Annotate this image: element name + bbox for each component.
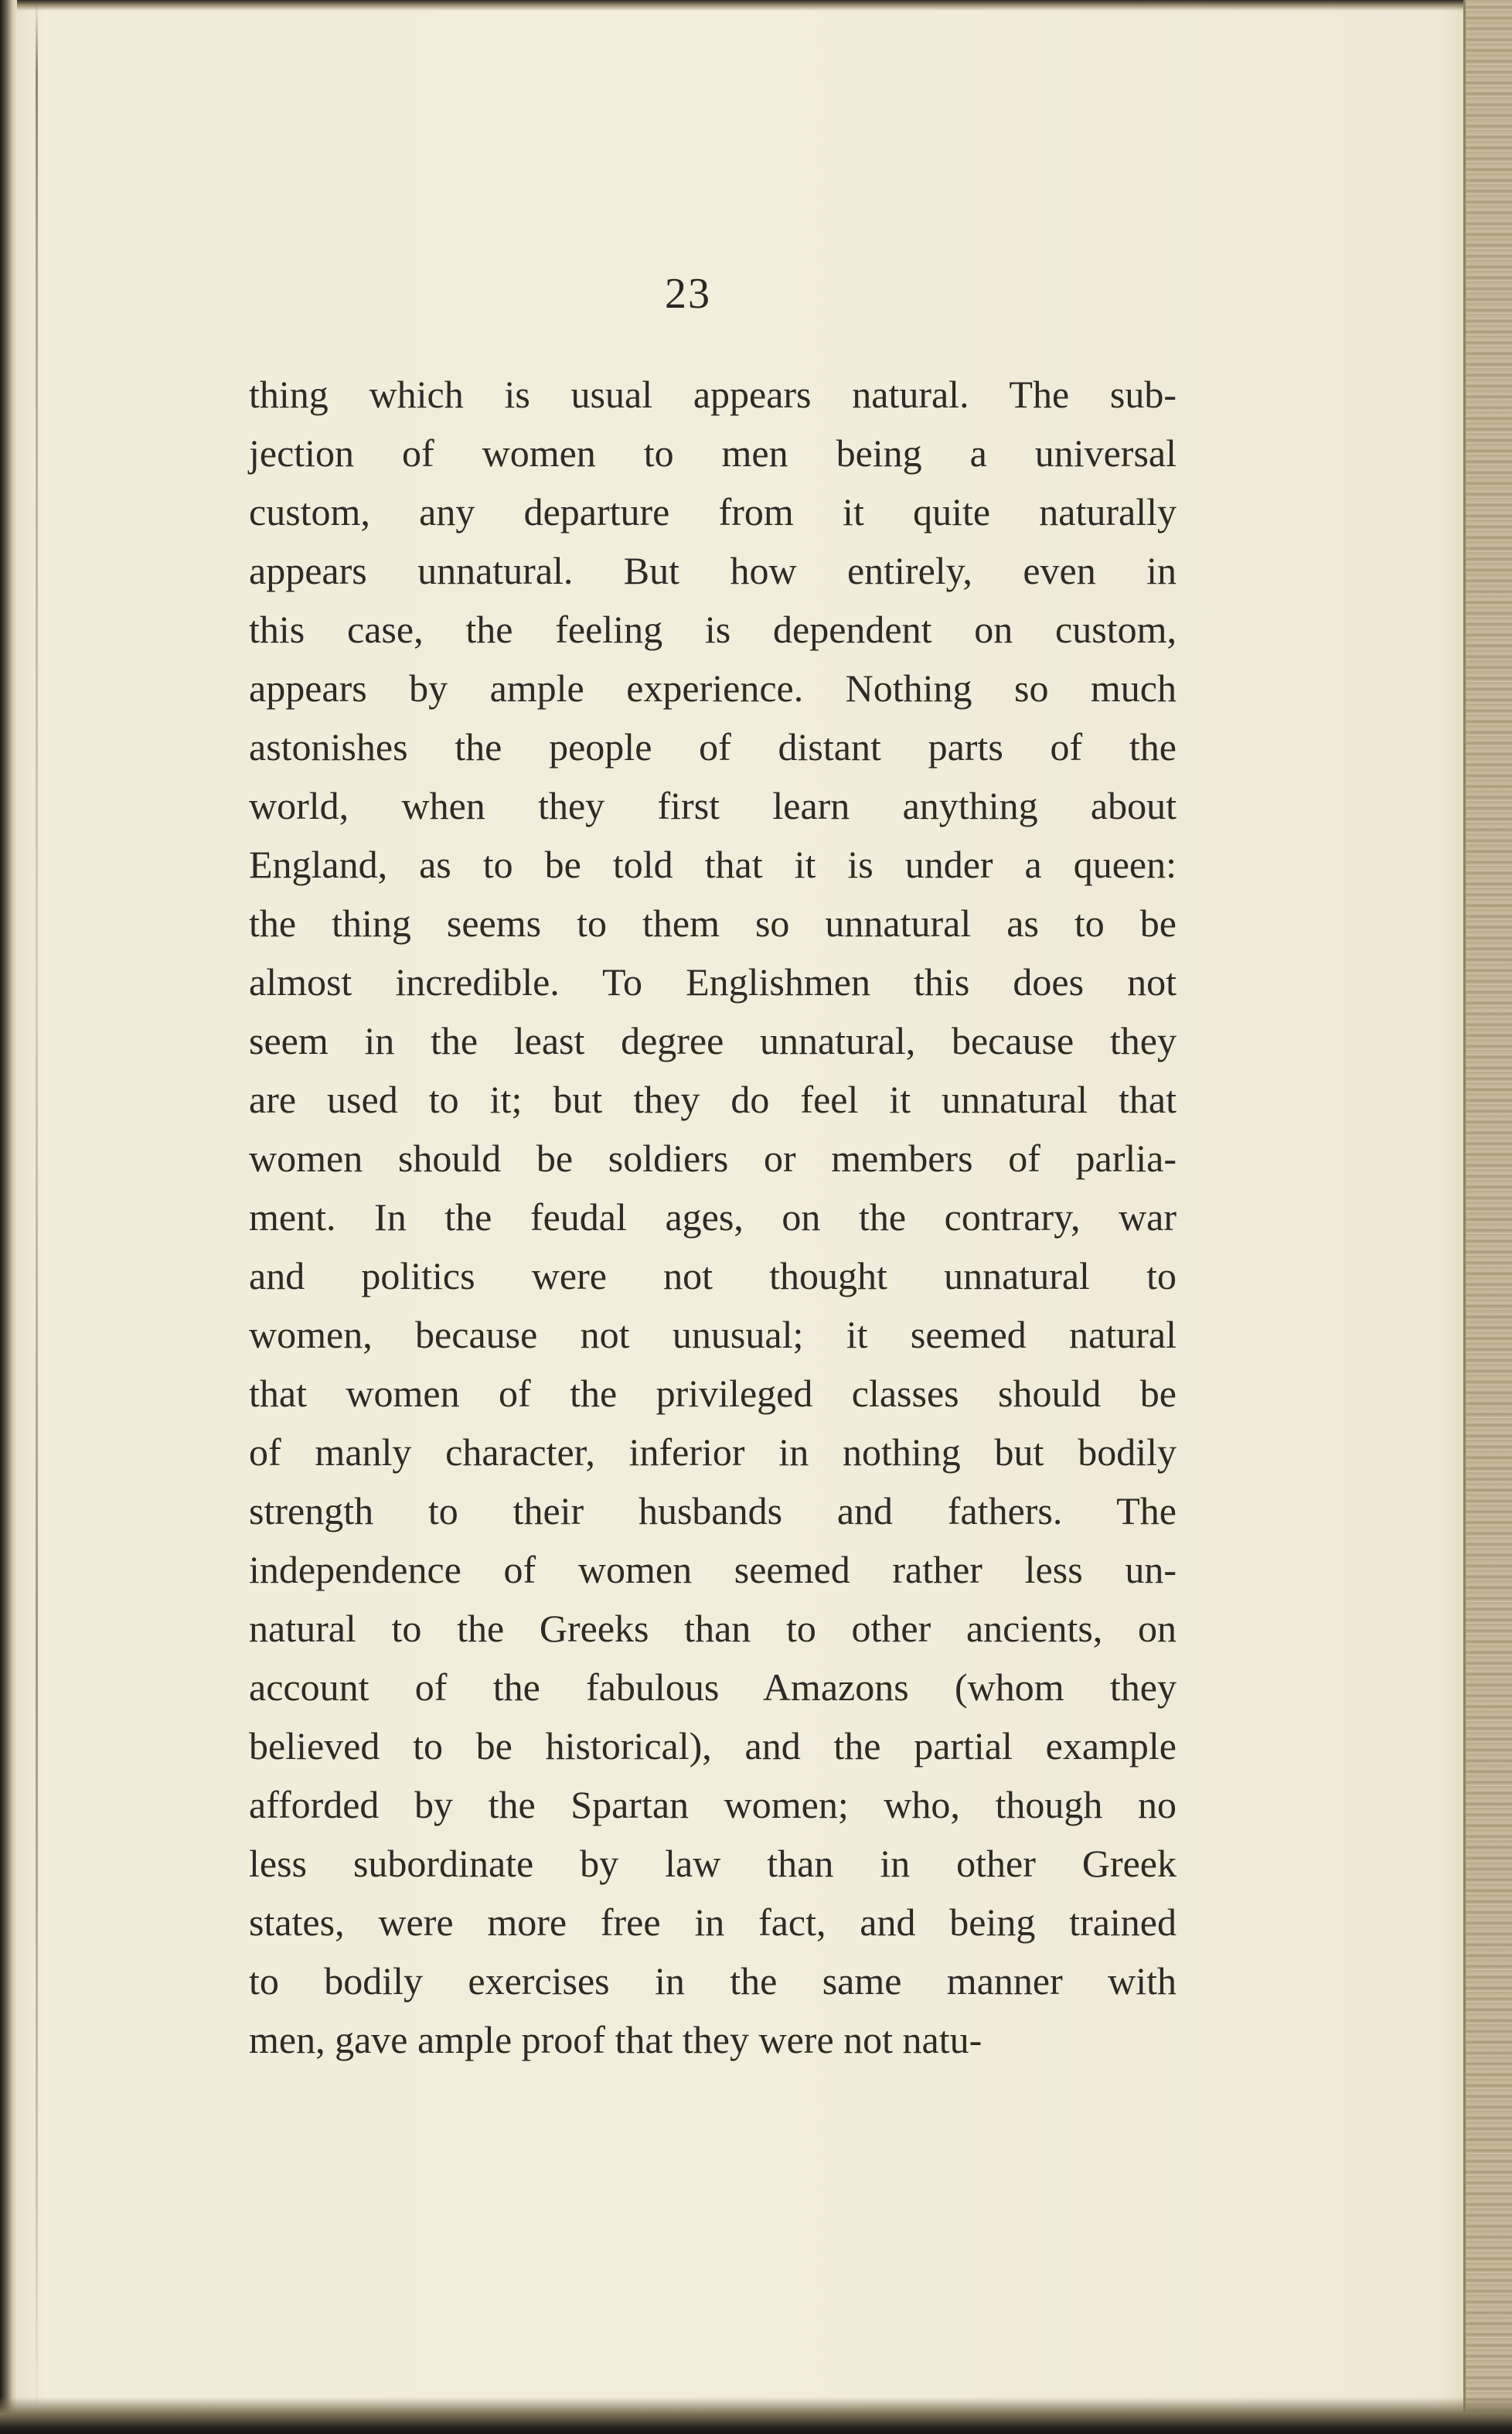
text-line: astonishes the people of distant parts of the [249,725,1177,769]
text-line: independence of women seemed rather less un- [249,1548,1177,1591]
text-line: men, gave ample proof that they were not natu- [249,2018,982,2061]
text-line: account of the fabulous Amazons (whom they [249,1665,1177,1709]
page-top-edge [0,0,1512,11]
text-line: world, when they first learn anything about [249,784,1177,827]
text-line: appears by ample experience. Nothing so much [249,666,1177,710]
text-line: afforded by the Spartan women; who, though no [249,1783,1177,1826]
text-line: believed to be historical), and the partial example [249,1724,1177,1768]
text-line: women, because not unusual; it seemed natural [249,1313,1177,1356]
text-line: that women of the privileged classes should be [249,1372,1177,1415]
text-line: appears unnatural. But how entirely, even in [249,549,1177,592]
text-line: the thing seems to them so unnatural as to be [249,902,1177,945]
text-line: women should be soldiers or members of parlia- [249,1137,1177,1180]
text-line: natural to the Greeks than to other ancients, on [249,1607,1177,1650]
text-line: are used to it; but they do feel it unnatural that [249,1078,1177,1121]
text-line: seem in the least degree unnatural, because they [249,1019,1177,1062]
text-line: and politics were not thought unnatural to [249,1254,1177,1297]
page-number: 23 [665,270,711,318]
text-line: of manly character, inferior in nothing but bodily [249,1430,1177,1474]
text-line: this case, the feeling is dependent on custom, [249,608,1177,651]
text-line: strength to their husbands and fathers. The [249,1489,1177,1532]
text-line: England, as to be told that it is under a queen: [249,843,1177,886]
page-bottom-edge [0,2397,1512,2434]
text-line: jection of women to men being a universal [249,431,1177,475]
page-fore-edge [1463,0,1512,2434]
text-line: less subordinate by law than in other Greek [249,1842,1177,1885]
text-line: custom, any departure from it quite naturally [249,490,1177,534]
text-line: thing which is usual appears natural. The sub- [249,373,1177,416]
binding-gutter [0,0,17,2434]
text-line: ment. In the feudal ages, on the contrary, war [249,1195,1177,1239]
text-line: to bodily exercises in the same manner with [249,1959,1177,2003]
text-line: almost incredible. To Englishmen this does not [249,960,1177,1004]
text-line: states, were more free in fact, and being trained [249,1900,1177,1944]
body-text [249,365,1177,2069]
gutter-shadow [36,0,38,2434]
